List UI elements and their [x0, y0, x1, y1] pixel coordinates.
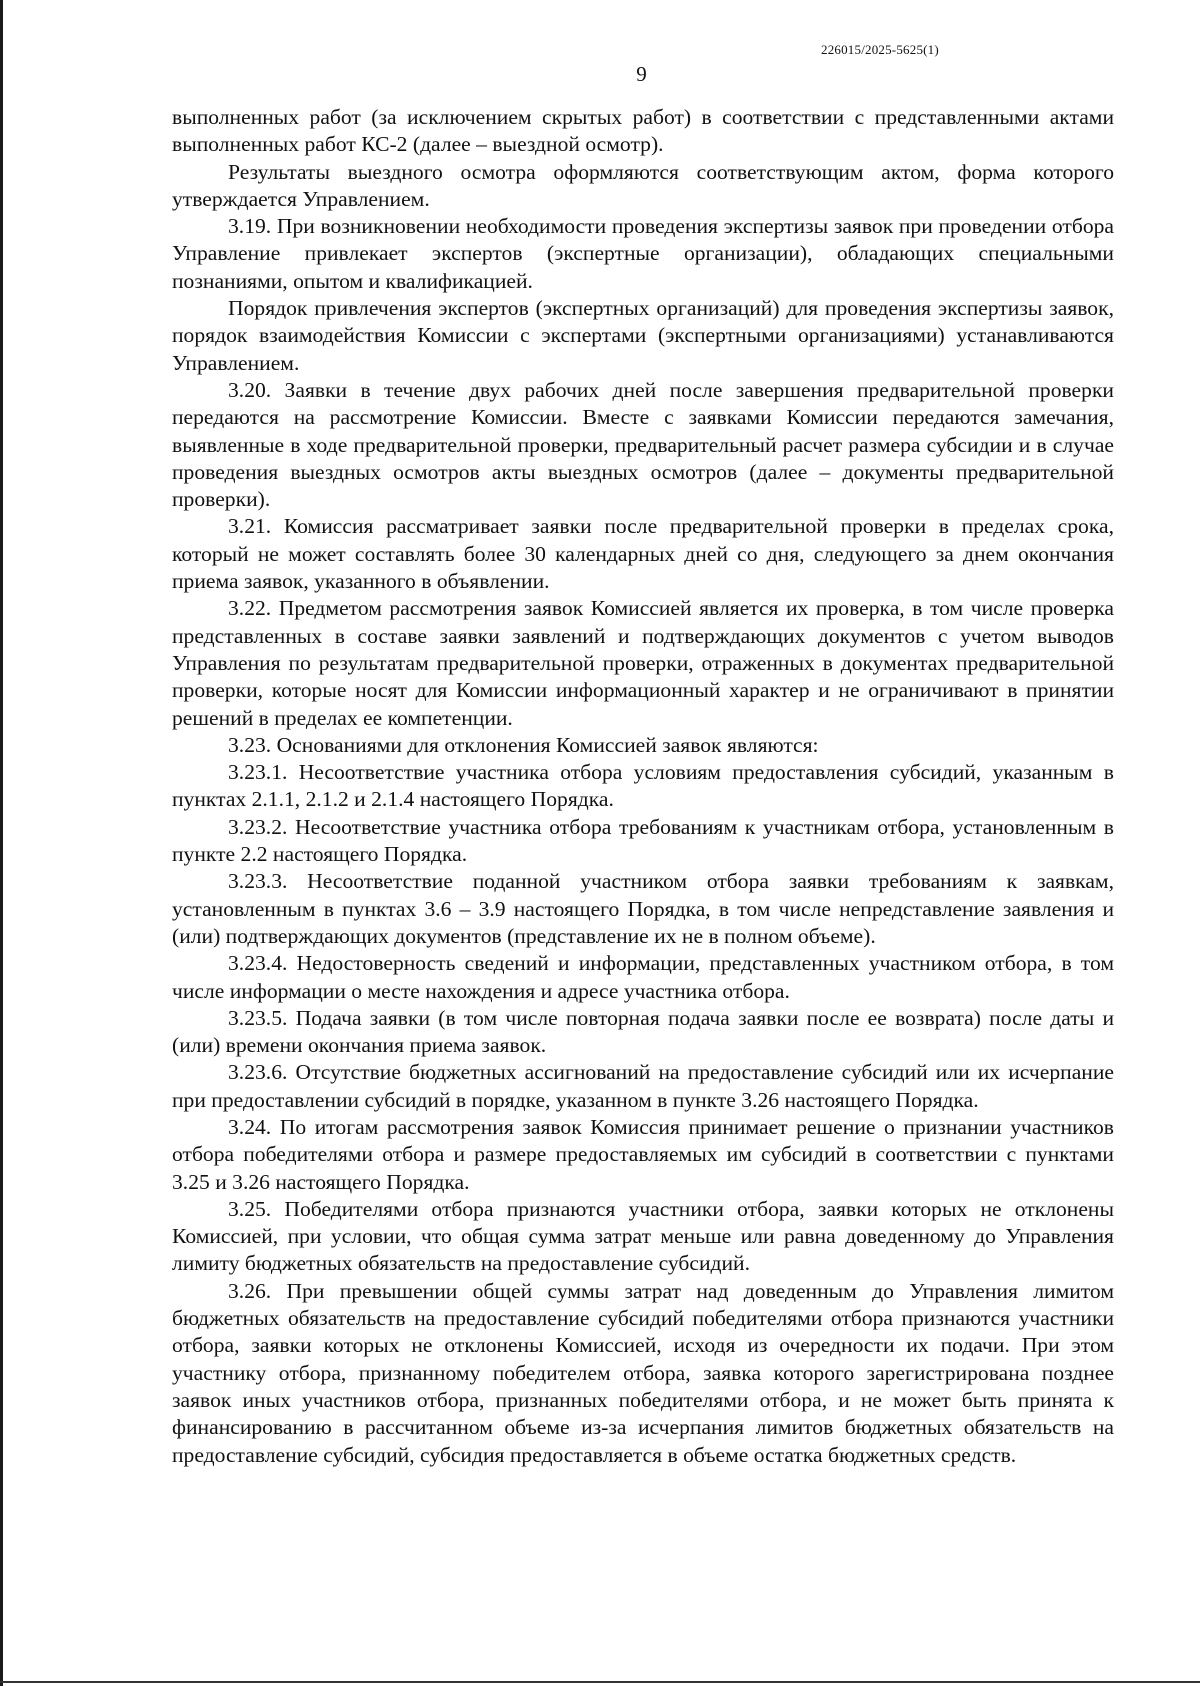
paragraph-3-23-4: 3.23.4. Недостоверность сведений и информации, представленных участником отбора, в том числе информации о месте нахождения и адресе участника отбора. — [172, 951, 1114, 1003]
paragraph-inspection-results: Результаты выездного осмотра оформляются соответствующим актом, форма которого утверждается Управлением. — [172, 159, 1114, 211]
paragraph-3-23-6: 3.23.6. Отсутствие бюджетных ассигнований на предоставление субсидий или их исчерпание при предоставлении субсидий в порядке, указанном в пункте 3.26 настоящего Порядка. — [172, 1060, 1114, 1112]
scan-left-edge — [0, 0, 3, 1686]
paragraph-3-25: 3.25. Победителями отбора признаются участники отбора, заявки которых не отклонены Комиссией, при условии, что общая сумма затрат меньше или равна доведенному до Управления лимиту бюджетных обязательств на предоставление субсидий. — [172, 1196, 1114, 1276]
paragraph-3-23-2: 3.23.2. Несоответствие участника отбора требованиям к участникам отбора, установленным в пункте 2.2 настоящего Порядка. — [172, 814, 1114, 867]
paragraph-experts-procedure: Порядок привлечения экспертов (экспертных организаций) для проведения экспертизы заявок, порядок взаимодействия Комиссии с экспертами (экспертными организациями) устанавливаются Управлением. — [172, 296, 1114, 375]
page-number: 9 — [636, 62, 647, 86]
paragraph-3-26: 3.26. При превышении общей суммы затрат над доведенным до Управления лимитом бюджетных обязательств на предоставление субсидий победителями отбора признаются участники отбора, заявки которых не отклонены Комиссией, исходя из очередности их подачи. При этом участнику отбора, признанному победителем отбора, заявка которого зарегистрирована позднее заявок иных участников отбора, признанных победителями отбора, и не может быть принята к финансированию в рассчитанном объеме из-за исчерпания лимитов бюджетных обязательств на предоставление субсидий, субсидия предоставляется в объеме остатка бюджетных средств. — [172, 1278, 1114, 1467]
paragraph-3-19: 3.19. При возникновении необходимости проведения экспертизы заявок при проведении отбора Управление привлекает экспертов (экспертные организации), обладающих специальными познаниями, опытом и квалификацией. — [172, 214, 1114, 293]
scan-bottom-edge — [0, 1681, 1200, 1683]
document-number: 226015/2025-5625(1) — [821, 42, 939, 57]
paragraph-3-21: 3.21. Комиссия рассматривает заявки после предварительной проверки в пределах срока, который не может составлять более 30 календарных дней со дня, следующего за днем окончания приема заявок, указанного в объявлении. — [172, 514, 1114, 594]
paragraph-3-23-3: 3.23.3. Несоответствие поданной участником отбора заявки требованиям к заявкам, установленным в пунктах 3.6 – 3.9 настоящего Порядка, в том числе непредставление заявления и (или) подтверждающих документов (представление их не в полном объеме). — [172, 869, 1114, 948]
paragraph-3-20: 3.20. Заявки в течение двух рабочих дней после завершения предварительной проверки передаются на рассмотрение Комиссии. Вместе с заявками Комиссии передаются замечания, выявленные в ходе предварительной проверки, предварительный расчет размера субсидии и в случае проведения выездных осмотров акты выездных осмотров (далее – документы предварительной проверки). — [172, 377, 1114, 512]
paragraph-continuation: выполненных работ (за исключением скрытых работ) в соответствии с представленными актами выполненных работ КС-2 (далее – выездной осмотр). — [172, 105, 1114, 157]
document-body — [172, 104, 1114, 1469]
paragraph-3-23: 3.23. Основаниями для отклонения Комиссией заявок являются: — [228, 732, 819, 757]
paragraph-3-23-1: 3.23.1. Несоответствие участника отбора условиям предоставления субсидий, указанным в пунктах 2.1.1, 2.1.2 и 2.1.4 настоящего Порядка. — [172, 760, 1114, 812]
paragraph-3-23-5: 3.23.5. Подача заявки (в том числе повторная подача заявки после ее возврата) после даты и (или) времени окончания приема заявок. — [172, 1005, 1114, 1058]
paragraph-3-22: 3.22. Предметом рассмотрения заявок Комиссией является их проверка, в том числе проверка представленных в составе заявки заявлений и подтверждающих документов с учетом выводов Управления по результатам предварительной проверки, отраженных в документах предварительной проверки, которые носят для Комиссии информационный характер и не ограничивают в принятии решений в пределах ее компетенции. — [172, 596, 1114, 730]
paragraph-3-24: 3.24. По итогам рассмотрения заявок Комиссия принимает решение о признании участников отбора победителями отбора и размере предоставляемых им субсидий в соответствии с пунктами 3.25 и 3.26 настоящего Порядка. — [172, 1114, 1114, 1194]
